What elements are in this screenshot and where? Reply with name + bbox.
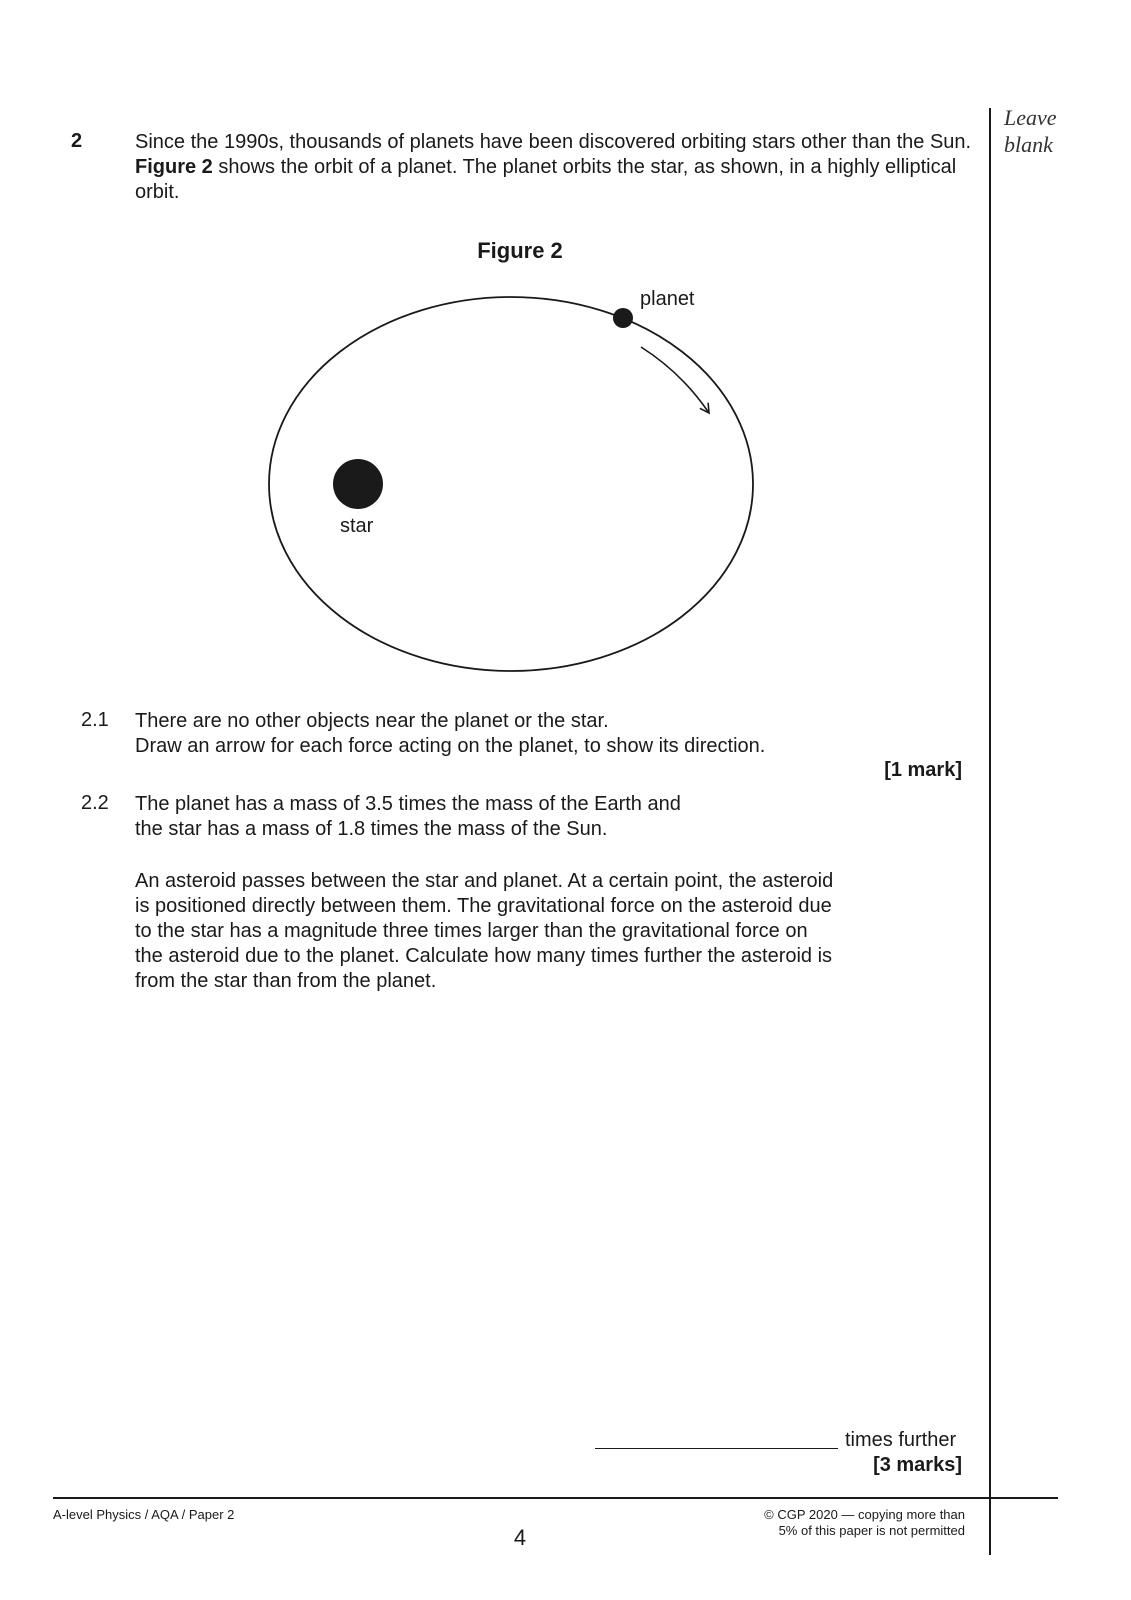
intro-text-1: Since the 1990s, thousands of planets have been discovered orbiting stars other than the Sun. xyxy=(135,131,972,153)
answer-line[interactable] xyxy=(595,1448,838,1449)
question-number: 2 xyxy=(71,130,83,152)
intro-text-2: shows the orbit of a planet. The planet orbits the star, as shown, in a highly elliptical orbit. xyxy=(135,156,957,203)
part-2-2-number: 2.2 xyxy=(81,792,109,814)
footer-copyright-line-2: 5% of this paper is not permitted xyxy=(778,1523,965,1538)
planet-marker xyxy=(613,308,633,328)
page-number: 4 xyxy=(513,1525,527,1550)
figure-title: Figure 2 xyxy=(477,238,563,263)
star-marker xyxy=(333,459,383,509)
part-2-2-paragraph-2 xyxy=(135,869,835,994)
part-2-2-marks: [3 marks] xyxy=(873,1454,962,1476)
part-2-1-text xyxy=(135,709,975,759)
orbit-direction-arrow xyxy=(641,347,709,413)
part-2-1-number: 2.1 xyxy=(81,709,109,731)
footer-copyright xyxy=(764,1507,965,1539)
intro-figure-ref: Figure 2 xyxy=(135,156,213,178)
answer-unit: times further xyxy=(845,1429,957,1451)
footer-rule xyxy=(53,1497,1058,1499)
planet-label: planet xyxy=(640,288,695,310)
part-2-1-line-1: There are no other objects near the planet or the star. xyxy=(135,710,609,732)
part-2-1-line-2: Draw an arrow for each force acting on the planet, to show its direction. xyxy=(135,735,766,757)
footer-left: A-level Physics / AQA / Paper 2 xyxy=(53,1507,235,1522)
star-label: star xyxy=(340,515,374,537)
part-2-2-line-2: the star has a mass of 1.8 times the mass of the Sun. xyxy=(135,818,608,840)
part-2-1-marks: [1 mark] xyxy=(884,759,962,781)
leave-blank-text: Leave blank xyxy=(1004,105,1057,157)
orbit-diagram xyxy=(0,0,1131,700)
footer-copyright-line-1: © CGP 2020 — copying more than xyxy=(764,1507,965,1522)
part-2-2-para-2-text: An asteroid passes between the star and planet. At a certain point, the asteroid is positioned directly between them. The gravitational force on the asteroid due to the star has a magnitude three times larger than the gravitational force on the asteroid due to the planet. Calculate how many times further the asteroid is from the star than from the planet. xyxy=(135,870,834,992)
part-2-2-line-1: The planet has a mass of 3.5 times the mass of the Earth and xyxy=(135,793,681,815)
part-2-2-text xyxy=(135,792,975,842)
